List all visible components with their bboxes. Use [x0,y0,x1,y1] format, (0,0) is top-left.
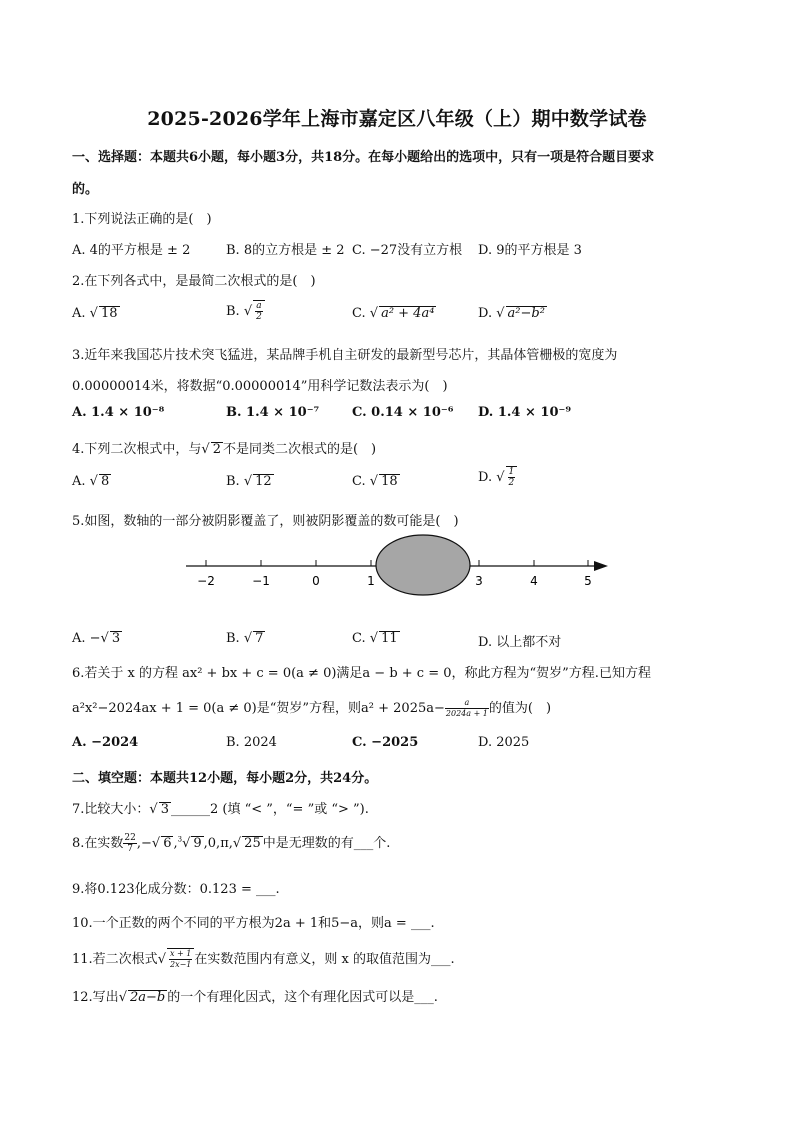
q6-stem-pre: a²x²−2024ax + 1 = 0(a ≠ 0)是“贺岁”方程，则a² + 2025a− [72,701,445,716]
q5-option-c: C. √ 11 [352,631,398,646]
q7-pre: 7.比较大小： [72,802,150,817]
tick-label: 5 [584,574,592,588]
page-title: 2025-2026学年上海市嘉定区八年级（上）期中数学试卷 [147,108,647,130]
q4-stem-radicand: 2 [212,442,221,457]
arrow-head-icon [594,561,608,571]
q3-option-d: D. 1.4 × 10⁻⁹ [478,405,572,420]
q8-rad-2: 9 [193,836,202,851]
q12-radicand: 2a−b [129,990,166,1005]
number-line-figure [180,533,620,605]
q5-c-label: C. [352,631,366,646]
q4-a-label: A. [72,474,86,489]
q6-option-b: B. 2024 [226,735,277,750]
q8-sep-2: , [173,836,178,851]
q6-option-a: A. −2024 [72,735,139,750]
q1-option-a: A. 4的平方根是 ± 2 [72,243,191,258]
q5-b-label: B. [226,631,240,646]
q4-stem-pre: 4.下列二次根式中，与 [72,442,202,457]
q4-a-radicand: 8 [100,474,110,489]
q5-option-b: B. √ 7 [226,631,264,646]
q2-c-radicand: a² + 4a⁴ [381,306,435,321]
section1-header: 一、选择题：本题共6小题，每小题3分，共18分。在每小题给出的选项中，只有一项是符合题目要求 [72,150,655,165]
q12-pre: 12.写出 [72,990,119,1005]
q4-stem-post: 不是同类二次根式的是( ) [222,442,377,457]
q4-d-num: 1 [508,467,515,477]
section1-header-cont: 的。 [72,182,99,197]
q11-pre: 11.若二次根式 [72,952,158,967]
q1-option-c: C. −27没有立方根 [352,243,463,258]
q4-b-label: B. [226,474,240,489]
q2-stem: 2.在下列各式中，是最简二次根式的是( ) [72,274,316,289]
tick-label: 0 [312,574,320,588]
tick-label: −1 [252,574,270,588]
q6-frac-den: 2024a + 1 [445,709,488,718]
section2-header: 二、填空题：本题共12小题，每小题2分，共24分。 [72,771,378,786]
q3-option-b: B. 1.4 × 10⁻⁷ [226,405,320,420]
q4-option-b: B. √ 12 [226,474,272,489]
q8-frac-num: 22 [124,833,136,843]
q3-option-c: C. 0.14 × 10⁻⁶ [352,405,454,420]
q2-a-radicand: 18 [100,306,118,321]
q8-pre: 8.在实数 [72,836,124,851]
q2-option-c: C. √ a² + 4a⁴ [352,306,435,321]
tick-label: 4 [530,574,538,588]
q8-frac-den: 7 [127,844,133,854]
q4-c-label: C. [352,474,366,489]
q2-a-label: A. [72,306,86,321]
q8-post: 中是无理数的有___个. [262,836,391,851]
q5-option-a: A. −√ 3 [72,631,121,646]
tick-label: −2 [197,574,215,588]
q3-option-a: A. 1.4 × 10⁻⁸ [72,405,165,420]
q2-option-a: A. √ 18 [72,306,118,321]
q7: 7.比较大小：√ 3 ______2 (填 “< ”，“= ”或 “> ”). [72,802,369,817]
q5-a-label: A. − [72,631,101,646]
q6-option-d: D. 2025 [478,735,530,750]
q5-c-radicand: 11 [381,631,398,646]
q8-rad-3: 25 [244,836,261,851]
q11-frac-num: x + 1 [169,949,192,958]
q6-stem: 6.若关于 x 的方程 ax² + bx + c = 0(a ≠ 0)满足a − b + c = 0，称此方程为“贺岁”方程.已知方程 [72,666,651,681]
q8-cube-index: 3 [177,835,183,844]
q4-option-c: C. √ 18 [352,474,398,489]
q2-d-label: D. [478,306,493,321]
q2-b-den: 2 [256,312,262,322]
shaded-ellipse [376,535,470,595]
q6-frac-num: a [445,698,489,709]
q7-post: ______2 (填 “< ”，“= ”或 “> ”). [170,802,369,817]
q6-stem-post: 的值为( ) [488,701,552,716]
q5-stem: 5.如图，数轴的一部分被阴影覆盖了，则被阴影覆盖的数可能是( ) [72,514,459,529]
q11: 11.若二次根式√ $\frac{x + 1}{2x-1}$ 在实数范围内有意义，则 x 的取值范围为___. [72,949,455,969]
q8: 8.在实数 $\frac{22}{7}$ ,−√ 6 ,$^3$√ 9 ,0,π,√ 25 中是无理数的有___个. [72,833,391,854]
q2-b-label: B. [226,304,240,319]
q1-stem: 1.下列说法正确的是( ) [72,212,212,227]
q6-option-c: C. −2025 [352,735,419,750]
q2-option-b: B. √ $\frac{a}{2}$ [226,300,265,322]
q12-post: 的一个有理化因式，这个有理化因式可以是___. [167,990,438,1005]
q9: 9.将0.123化成分数：0.123 = ___. [72,882,280,897]
q4-d-den: 2 [508,478,515,488]
q2-b-num: a [256,301,262,311]
q7-radicand: 3 [160,802,169,817]
q4-b-radicand: 12 [255,474,272,489]
q4-option-a: A. √ 8 [72,474,110,489]
q11-frac-den: 2x−1 [169,960,192,969]
q3-stem: 3.近年来我国芯片技术突飞猛进，某品牌手机自主研发的最新型号芯片，其晶体管栅极的宽度为 [72,348,618,363]
q2-c-label: C. [352,306,366,321]
q6-stem-cont [72,697,551,719]
q4-option-d: D. √ $\frac{1}{2}$ [478,466,517,488]
q4-d-label: D. [478,470,493,485]
q8-sep: ,− [136,836,152,851]
tick-label: 3 [475,574,483,588]
q1-option-b: B. 8的立方根是 ± 2 [226,243,345,258]
q2-option-d: D. √ a²−b² [478,306,545,321]
q11-post: 在实数范围内有意义，则 x 的取值范围为___. [194,952,455,967]
q4-stem: 4.下列二次根式中，与√ 2 不是同类二次根式的是( ) [72,442,377,457]
q8-rad-1: 6 [163,836,172,851]
q8-sep-3: ,0,π, [203,836,233,851]
q2-d-radicand: a²−b² [507,306,545,321]
q12: 12.写出√ 2a−b 的一个有理化因式，这个有理化因式可以是___. [72,990,438,1005]
q1-option-d: D. 9的平方根是 3 [478,243,582,258]
q5-a-radicand: 3 [111,631,121,646]
q5-option-d: D. 以上都不对 [478,635,562,650]
q5-b-radicand: 7 [255,631,264,646]
q3-stem-cont: 0.00000014米，将数据“0.00000014”用科学记数法表示为( ) [72,379,448,394]
q4-c-radicand: 18 [381,474,398,489]
tick-label: 1 [367,574,375,588]
q10: 10.一个正数的两个不同的平方根为2a + 1和5−a，则a = ___. [72,916,435,931]
